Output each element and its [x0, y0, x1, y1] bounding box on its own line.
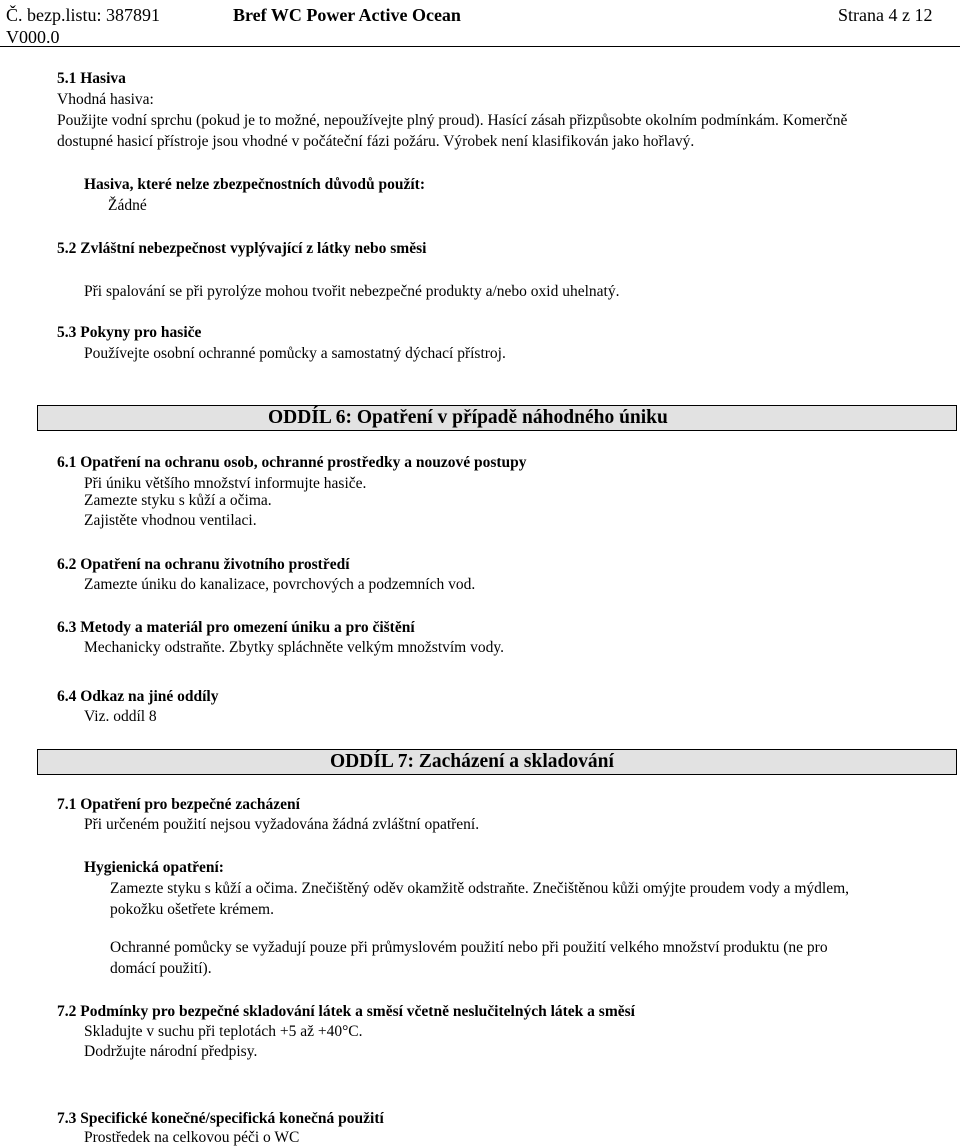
paragraph-line: Zamezte styku s kůží a očima. Znečištěný oděv okamžitě odstraňte. Znečištěnou kůži omýjte proudem vody a mýdlem,: [110, 880, 850, 897]
heading-6-1: 6.1 Opatření na ochranu osob, ochranné prostředky a nouzové postupy: [57, 454, 527, 471]
version: V000.0: [6, 27, 60, 47]
heading-6-2: 6.2 Opatření na ochranu životního prostředí: [57, 556, 350, 573]
paragraph-line: Zamezte úniku do kanalizace, povrchových a podzemních vod.: [84, 576, 476, 593]
heading-5-1: 5.1 Hasiva: [57, 70, 126, 87]
paragraph-line: Při spalování se při pyrolýze mohou tvořit nebezpečné produkty a/nebo oxid uhelnatý.: [84, 283, 620, 300]
paragraph-line: Viz. oddíl 8: [84, 708, 157, 725]
heading-5-3: 5.3 Pokyny pro hasiče: [57, 324, 202, 341]
heading-6-4: 6.4 Odkaz na jiné oddíly: [57, 688, 219, 705]
heading-5-2: 5.2 Zvláštní nebezpečnost vyplývající z látky nebo směsi: [57, 240, 427, 257]
unsuitable-value: Žádné: [108, 197, 147, 214]
paragraph-line: Při úniku většího množství informujte hasiče.: [84, 475, 367, 492]
heading-6-3: 6.3 Metody a materiál pro omezení úniku a pro čištění: [57, 619, 415, 636]
paragraph-line: Skladujte v suchu při teplotách +5 až +40°C.: [84, 1023, 363, 1040]
product-name: Bref WC Power Active Ocean: [233, 5, 461, 25]
paragraph-line: Použijte vodní sprchu (pokud je to možné, nepoužívejte plný proud). Hasící zásah přizpůsobte okolním podmínkám. Komerčně: [57, 112, 848, 129]
heading-7-3: 7.3 Specifické konečné/specifická konečná použití: [57, 1110, 384, 1127]
page-number: Strana 4 z 12: [838, 5, 933, 25]
heading-7-1: 7.1 Opatření pro bezpečné zacházení: [57, 796, 300, 813]
paragraph-line: Používejte osobní ochranné pomůcky a samostatný dýchací přístroj.: [84, 345, 506, 362]
paragraph-line: Dodržujte národní předpisy.: [84, 1043, 258, 1060]
sheet-number: Č. bezp.listu: 387891: [6, 5, 160, 25]
paragraph-line: Ochranné pomůcky se vyžadují pouze při průmyslovém použití nebo při použití velkého množství produktu (ne pro: [110, 939, 828, 956]
paragraph-line: dostupné hasicí přístroje jsou vhodné v počáteční fázi požáru. Výrobek není klasifikován jako hořlavý.: [57, 133, 695, 150]
paragraph-line: Zajistěte vhodnou ventilaci.: [84, 512, 257, 529]
paragraph-line: Při určeném použití nejsou vyžadována žádná zvláštní opatření.: [84, 816, 480, 833]
hygiene-label: Hygienická opatření:: [84, 859, 224, 876]
section-7-title: ODDÍL 7: Zacházení a skladování: [330, 751, 614, 772]
paragraph-line: domácí použití).: [110, 960, 212, 977]
paragraph-line: pokožku ošetřete krémem.: [110, 901, 274, 918]
header-rule: [0, 46, 960, 47]
section-6-title: ODDÍL 6: Opatření v případě náhodného úniku: [268, 407, 668, 428]
suitable-label: Vhodná hasiva:: [57, 91, 154, 108]
heading-7-2: 7.2 Podmínky pro bezpečné skladování látek a směsí včetně neslučitelných látek a směsí: [57, 1003, 635, 1020]
paragraph-line: Mechanicky odstraňte. Zbytky spláchněte velkým množstvím vody.: [84, 639, 504, 656]
paragraph-line: Zamezte styku s kůží a očima.: [84, 492, 272, 509]
paragraph-line: Prostředek na celkovou péči o WC: [84, 1129, 300, 1146]
unsuitable-label: Hasiva, které nelze zbezpečnostních důvodů použít:: [84, 176, 425, 193]
